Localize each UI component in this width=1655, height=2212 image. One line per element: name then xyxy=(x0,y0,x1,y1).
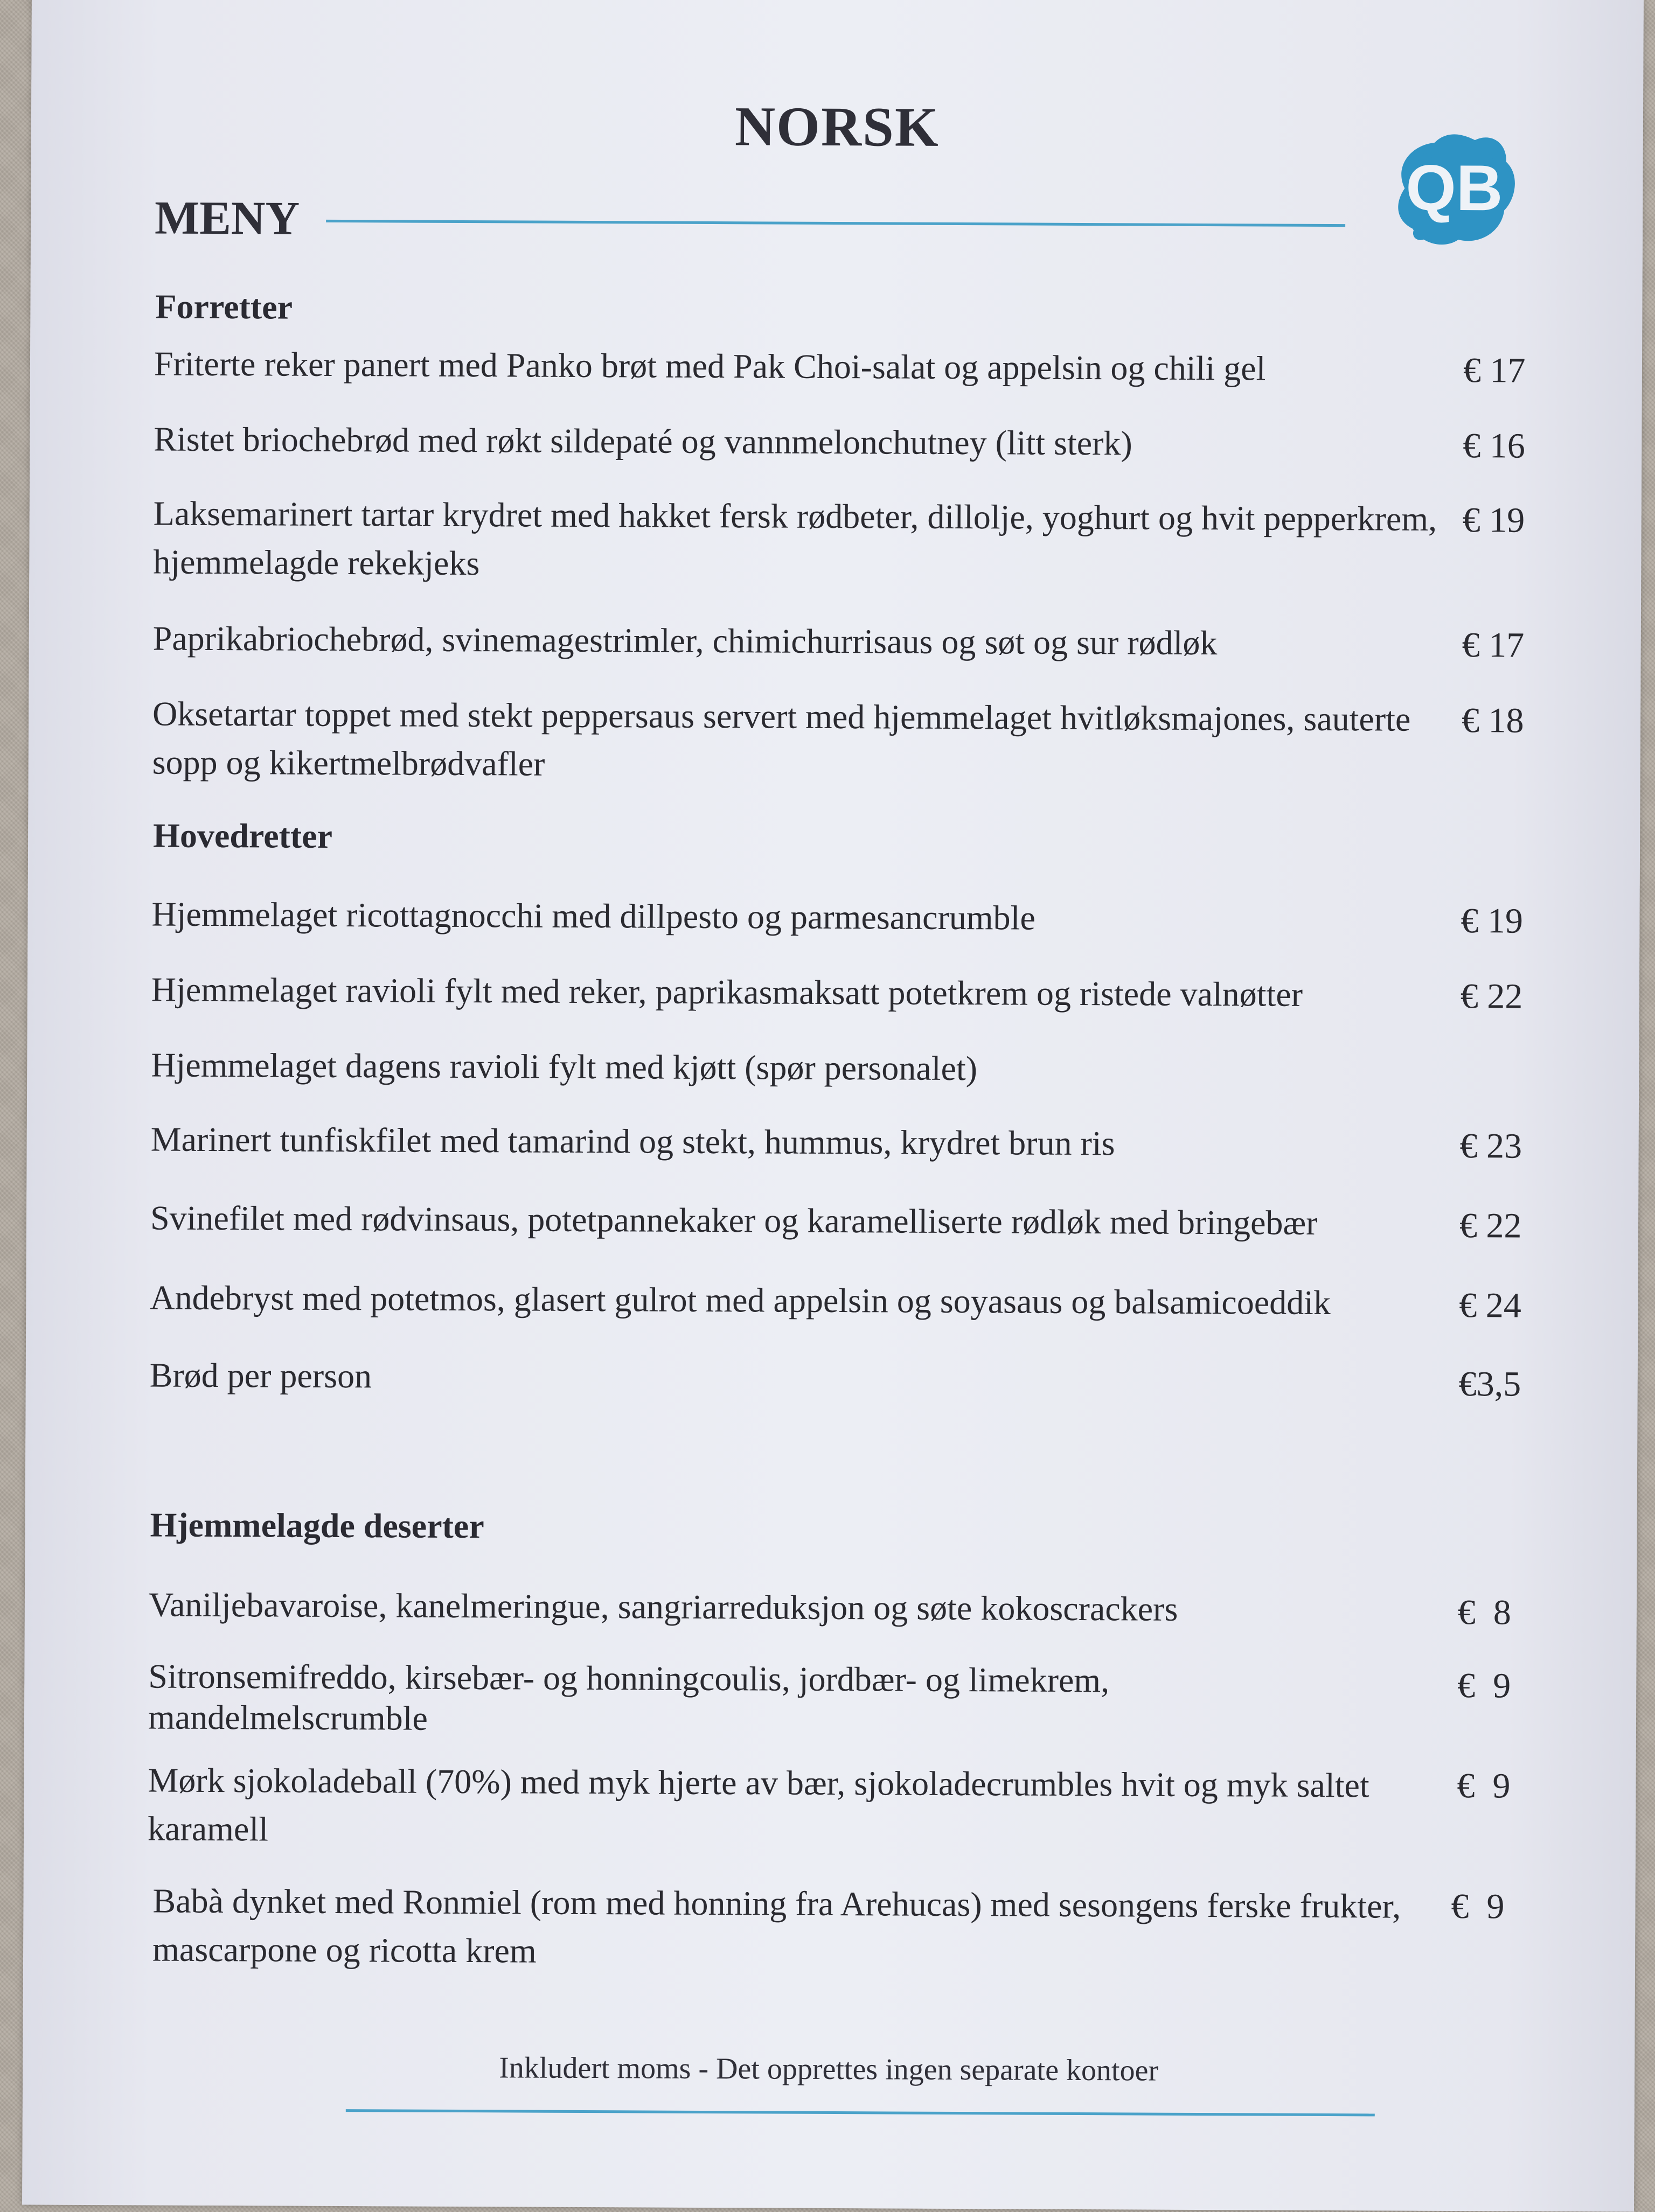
section-title-hovedretter: Hovedretter xyxy=(152,816,333,855)
menu-item-text: Andebryst med potetmos, glasert gulrot med appelsin og soyasaus og balsamicoeddik xyxy=(150,1278,1331,1322)
menu-item-price: € 19 xyxy=(1462,500,1525,540)
menu-item-text: Ristet briochebrød med røkt sildepaté og vannmelonchutney (litt sterk) xyxy=(154,420,1132,463)
menu-item-text: Vaniljebavaroise, kanelmeringue, sangriarreduksjon og søte kokoscrackers xyxy=(148,1585,1178,1628)
logo-lettering: QB xyxy=(1406,151,1503,225)
menu-item-price: € 9 xyxy=(1457,1766,1511,1806)
menu-item-text: Hjemmelaget dagens ravioli fylt med kjøtt (spør personalet) xyxy=(151,1045,978,1088)
footer-divider xyxy=(346,2109,1375,2116)
menu-item-price: € 17 xyxy=(1462,625,1525,665)
menu-item-text: Paprikabriochebrød, svinemagestrimler, chimichurrisaus og søt og sur rødløk xyxy=(152,619,1218,662)
menu-title: NORSK xyxy=(734,95,940,158)
menu-item-price: € 22 xyxy=(1460,976,1523,1016)
section-title-forretter: Forretter xyxy=(155,287,293,326)
menu-item-price: € 24 xyxy=(1459,1286,1522,1325)
menu-item-text: Svinefilet med rødvinsaus, potetpannekaker og karamelliserte rødløk med bringebær xyxy=(150,1198,1318,1242)
menu-item-text: Laksemarinert tartar krydret med hakket fersk rødbeter, dillolje, yoghurt og hvit pepperkrem, hjemmelagde rekekjeks xyxy=(153,494,1437,583)
menu-item-price: € 22 xyxy=(1459,1206,1522,1246)
menu-item-price: € 8 xyxy=(1457,1593,1512,1632)
menu-item-price: € 18 xyxy=(1461,701,1524,741)
menu-item-price: € 9 xyxy=(1457,1666,1511,1706)
menu-item-text: Babà dynket med Ronmiel (rom med honning fra Arehucas) med sesongens ferske frukter, mascarpone og ricotta krem xyxy=(152,1881,1401,1970)
menu-item-text: Friterte reker panert med Panko brøt med Pak Choi-salat og appelsin og chili gel xyxy=(154,344,1266,388)
meny-label: MENY xyxy=(154,192,300,245)
menu-item-price: € 9 xyxy=(1451,1887,1505,1927)
menu-item-text: Oksetartar toppet med stekt peppersaus servert med hjemmelaget hvitløksmajones, sauterte sopp og kikertmelbrødvafler xyxy=(152,694,1411,783)
menu-item-price: € 23 xyxy=(1459,1126,1522,1166)
restaurant-logo xyxy=(1383,123,1524,253)
menu-item-text: Mørk sjokoladeball (70%) med myk hjerte av bær, sjokoladecrumbles hvit og myk saltet karamell xyxy=(147,1761,1369,1848)
menu-item-price: € 16 xyxy=(1463,426,1525,466)
menu-sheet xyxy=(22,0,1644,2212)
menu-item-price: € 19 xyxy=(1461,901,1524,941)
menu-item-text: Brød per person xyxy=(149,1356,372,1395)
menu-item-text: Marinert tunfiskfilet med tamarind og stekt, hummus, krydret brun ris xyxy=(150,1120,1115,1163)
menu-item-text: Sitronsemifreddo, kirsebær- og honningcoulis, jordbær- og limekrem, mandelmelscrumble xyxy=(148,1657,1110,1737)
menu-item-text: Hjemmelaget ravioli fylt med reker, paprikasmaksatt potetkrem og ristede valnøtter xyxy=(151,970,1303,1014)
menu-item-text: Hjemmelaget ricottagnocchi med dillpesto og parmesancrumble xyxy=(151,895,1035,937)
section-title-deserter: Hjemmelagde deserter xyxy=(150,1505,484,1546)
meny-divider xyxy=(326,220,1345,227)
menu-item-price: €3,5 xyxy=(1458,1364,1521,1404)
meny-header xyxy=(155,191,1394,255)
menu-item-price: € 17 xyxy=(1463,351,1526,390)
footer-note: Inkludert moms - Det opprettes ingen separate kontoer xyxy=(499,2051,1159,2088)
